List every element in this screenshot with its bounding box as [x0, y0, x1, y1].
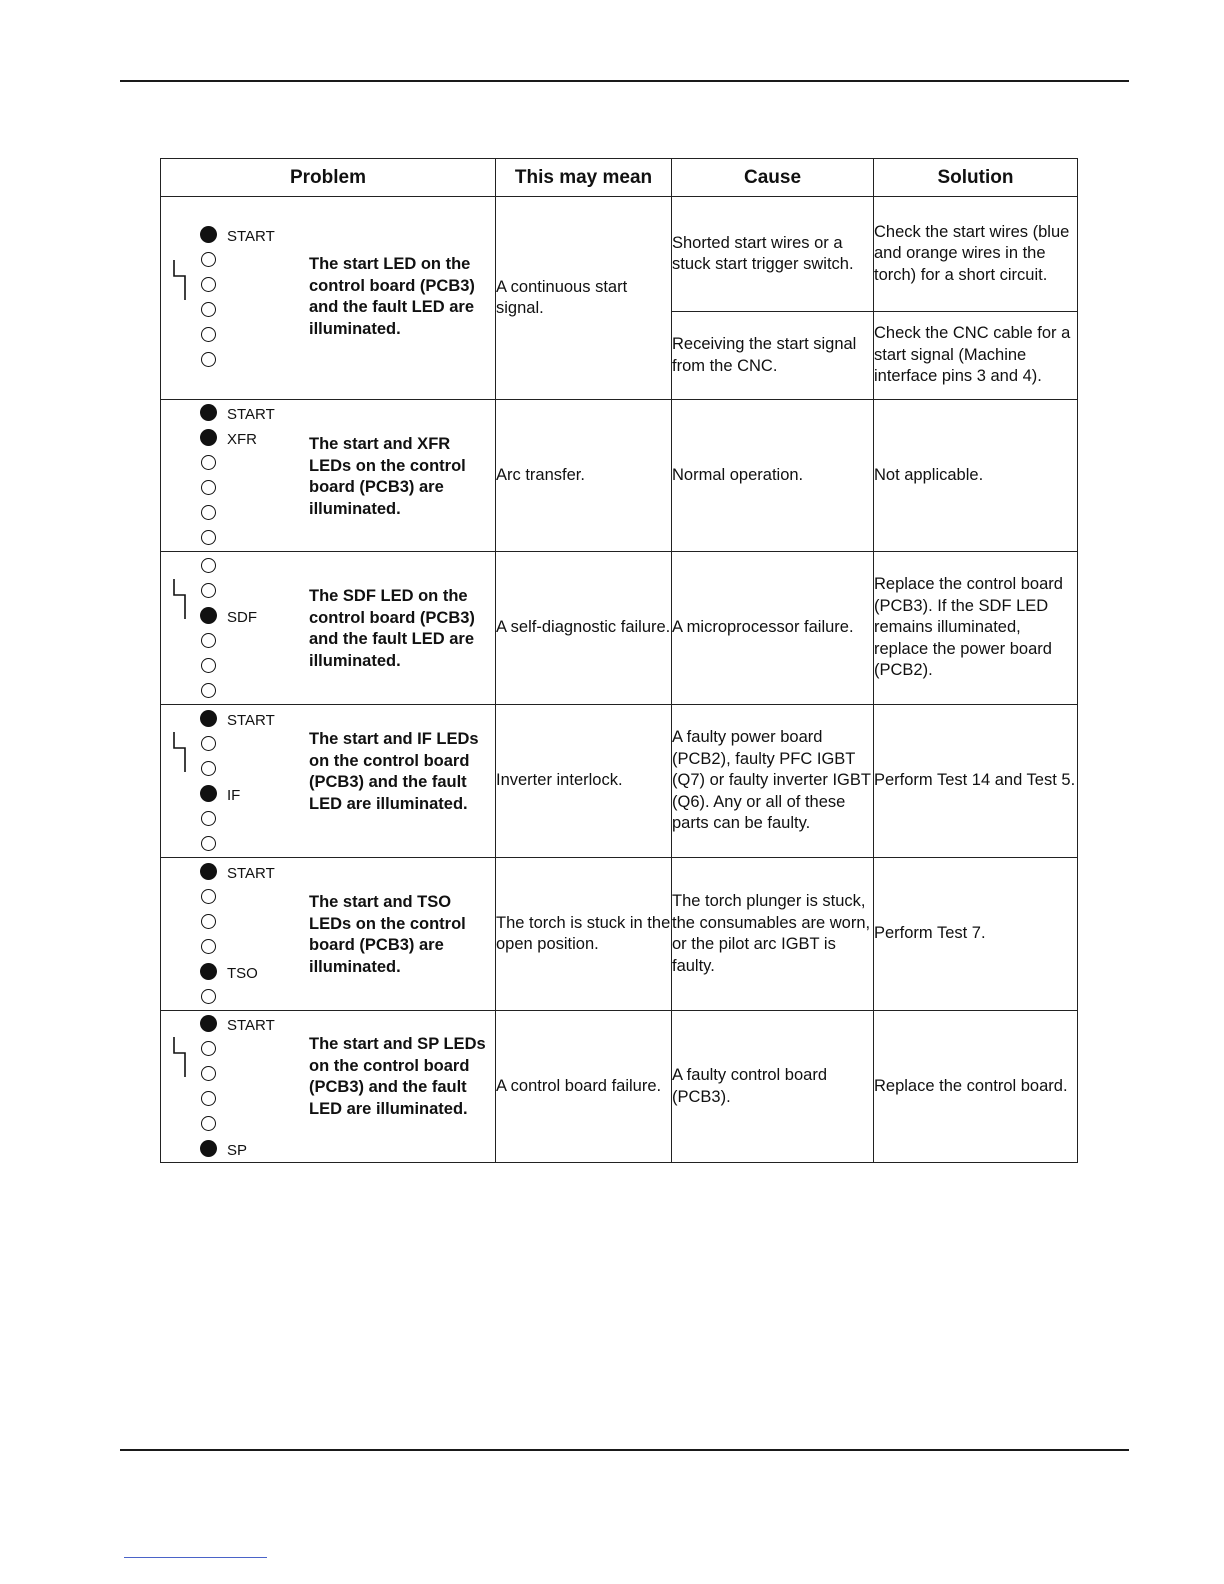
led-off-icon	[201, 530, 216, 545]
cause-cell: Shorted start wires or a stuck start trigger switch.	[672, 197, 874, 312]
led-label: START	[227, 865, 275, 882]
problem-description: The start and IF LEDs on the control board (PCB3) and the fault LED are illuminated.	[309, 730, 479, 813]
led-off-icon	[201, 327, 216, 342]
led-panel	[201, 553, 257, 703]
led-row	[201, 934, 275, 959]
led-row	[201, 1011, 275, 1036]
solution-header: Solution	[874, 159, 1078, 197]
led-row	[201, 781, 275, 806]
table-row	[161, 858, 1078, 1011]
led-row	[201, 678, 257, 703]
solution-cell: Check the CNC cable for a start signal (Machine interface pins 3 and 4).	[874, 312, 1078, 400]
led-row	[201, 603, 257, 628]
led-row	[201, 525, 275, 550]
led-row	[201, 909, 275, 934]
problem-description: The start LED on the control board (PCB3) and the fault LED are illuminated.	[309, 255, 475, 338]
cause-cell: Normal operation.	[672, 400, 874, 552]
led-label: START	[227, 1017, 275, 1034]
cause-cell: Receiving the start signal from the CNC.	[672, 312, 874, 400]
led-row	[201, 628, 257, 653]
meaning-cell: A control board failure.	[496, 1011, 672, 1163]
led-on-icon	[200, 429, 217, 446]
led-row	[201, 578, 257, 603]
led-row	[201, 297, 275, 322]
led-off-icon	[201, 658, 216, 673]
table-row	[161, 705, 1078, 858]
led-off-icon	[201, 455, 216, 470]
led-row	[201, 984, 275, 1009]
led-label: TSO	[227, 965, 258, 982]
led-off-icon	[201, 939, 216, 954]
led-row	[201, 322, 275, 347]
led-on-icon	[200, 226, 217, 243]
problem-description: The start and TSO LEDs on the control board (PCB3) are illuminated.	[309, 893, 466, 976]
table-row	[161, 400, 1078, 552]
led-on-icon	[200, 1015, 217, 1032]
led-row	[201, 959, 275, 984]
led-row	[201, 831, 275, 856]
led-row	[201, 222, 275, 247]
meaning-cell: Inverter interlock.	[496, 705, 672, 858]
meaning-cell: A continuous start signal.	[496, 197, 672, 400]
led-row	[201, 859, 275, 884]
led-row	[201, 806, 275, 831]
led-row	[201, 731, 275, 756]
table-row	[161, 1011, 1078, 1163]
led-off-icon	[201, 505, 216, 520]
led-off-icon	[201, 736, 216, 751]
led-off-icon	[201, 889, 216, 904]
solution-cell: Perform Test 7.	[874, 858, 1078, 1011]
led-panel	[201, 222, 275, 372]
solution-cell: Check the start wires (blue and orange wires in the torch) for a short circuit.	[874, 197, 1078, 312]
led-row	[201, 553, 257, 578]
solution-cell: Not applicable.	[874, 400, 1078, 552]
led-row	[201, 884, 275, 909]
header-rule	[120, 80, 1129, 82]
led-row	[201, 1086, 275, 1111]
problem-cell	[161, 552, 496, 705]
led-on-icon	[200, 963, 217, 980]
led-off-icon	[201, 761, 216, 776]
led-label: IF	[227, 787, 241, 804]
led-off-icon	[201, 558, 216, 573]
cause-header: Cause	[672, 159, 874, 197]
problem-header: Problem	[161, 159, 496, 197]
led-row	[201, 706, 275, 731]
led-off-icon	[201, 277, 216, 292]
meaning-header: This may mean	[496, 159, 672, 197]
cause-cell: A faulty power board (PCB2), faulty PFC IGBT (Q7) or faulty inverter IGBT (Q6). Any or all of these parts can be faulty.	[672, 705, 874, 858]
cause-cell: A faulty control board (PCB3).	[672, 1011, 874, 1163]
led-on-icon	[200, 785, 217, 802]
led-label: XFR	[227, 431, 257, 448]
led-off-icon	[201, 1091, 216, 1106]
led-label: START	[227, 228, 275, 245]
led-on-icon	[200, 710, 217, 727]
led-row	[201, 756, 275, 781]
led-row	[201, 1036, 275, 1061]
meaning-cell: A self-diagnostic failure.	[496, 552, 672, 705]
problem-cell	[161, 400, 496, 552]
led-on-icon	[200, 607, 217, 624]
footer-rule	[120, 1449, 1129, 1451]
header-row	[161, 159, 1078, 197]
led-row	[201, 425, 275, 450]
table-row	[161, 197, 1078, 312]
problem-description: The start and SP LEDs on the control board (PCB3) and the fault LED are illuminated.	[309, 1035, 486, 1118]
fault-led-icon	[173, 732, 187, 772]
solution-cell: Replace the control board (PCB3). If the SDF LED remains illuminated, replace the power board (PCB2).	[874, 552, 1078, 705]
footer-link-underline	[124, 1557, 267, 1558]
led-row	[201, 653, 257, 678]
cause-cell: A microprocessor failure.	[672, 552, 874, 705]
led-off-icon	[201, 302, 216, 317]
problem-description: The SDF LED on the control board (PCB3) and the fault LED are illuminated.	[309, 587, 475, 670]
led-label: START	[227, 406, 275, 423]
led-label: SP	[227, 1142, 248, 1159]
meaning-cell: The torch is stuck in the open position.	[496, 858, 672, 1011]
led-off-icon	[201, 914, 216, 929]
led-row	[201, 247, 275, 272]
fault-led-icon	[173, 579, 187, 619]
led-off-icon	[201, 633, 216, 648]
led-row	[201, 1136, 275, 1161]
led-label: START	[227, 712, 275, 729]
led-off-icon	[201, 1116, 216, 1131]
problem-cell	[161, 705, 496, 858]
led-off-icon	[201, 1041, 216, 1056]
problem-cell	[161, 1011, 496, 1163]
led-label: SDF	[227, 609, 257, 626]
led-off-icon	[201, 1066, 216, 1081]
led-panel	[201, 859, 275, 1009]
led-panel	[201, 400, 275, 550]
led-on-icon	[200, 1140, 217, 1157]
led-row	[201, 400, 275, 425]
led-row	[201, 475, 275, 500]
led-off-icon	[201, 583, 216, 598]
led-off-icon	[201, 989, 216, 1004]
led-off-icon	[201, 480, 216, 495]
fault-led-icon	[173, 1037, 187, 1077]
led-row	[201, 1061, 275, 1086]
meaning-cell: Arc transfer.	[496, 400, 672, 552]
led-off-icon	[201, 683, 216, 698]
table-row	[161, 552, 1078, 705]
led-row	[201, 347, 275, 372]
solution-cell: Replace the control board.	[874, 1011, 1078, 1163]
led-row	[201, 450, 275, 475]
led-row	[201, 500, 275, 525]
led-off-icon	[201, 252, 216, 267]
troubleshooting-table	[160, 158, 1078, 1163]
solution-cell: Perform Test 14 and Test 5.	[874, 705, 1078, 858]
problem-cell	[161, 197, 496, 400]
led-on-icon	[200, 404, 217, 421]
led-panel	[201, 706, 275, 856]
problem-description: The start and XFR LEDs on the control board (PCB3) are illuminated.	[309, 435, 466, 518]
led-row	[201, 1111, 275, 1136]
led-on-icon	[200, 863, 217, 880]
led-off-icon	[201, 352, 216, 367]
problem-cell	[161, 858, 496, 1011]
led-off-icon	[201, 836, 216, 851]
fault-led-icon	[173, 260, 187, 300]
cause-cell: The torch plunger is stuck, the consumables are worn, or the pilot arc IGBT is faulty.	[672, 858, 874, 1011]
led-row	[201, 272, 275, 297]
led-off-icon	[201, 811, 216, 826]
led-panel	[201, 1011, 275, 1161]
